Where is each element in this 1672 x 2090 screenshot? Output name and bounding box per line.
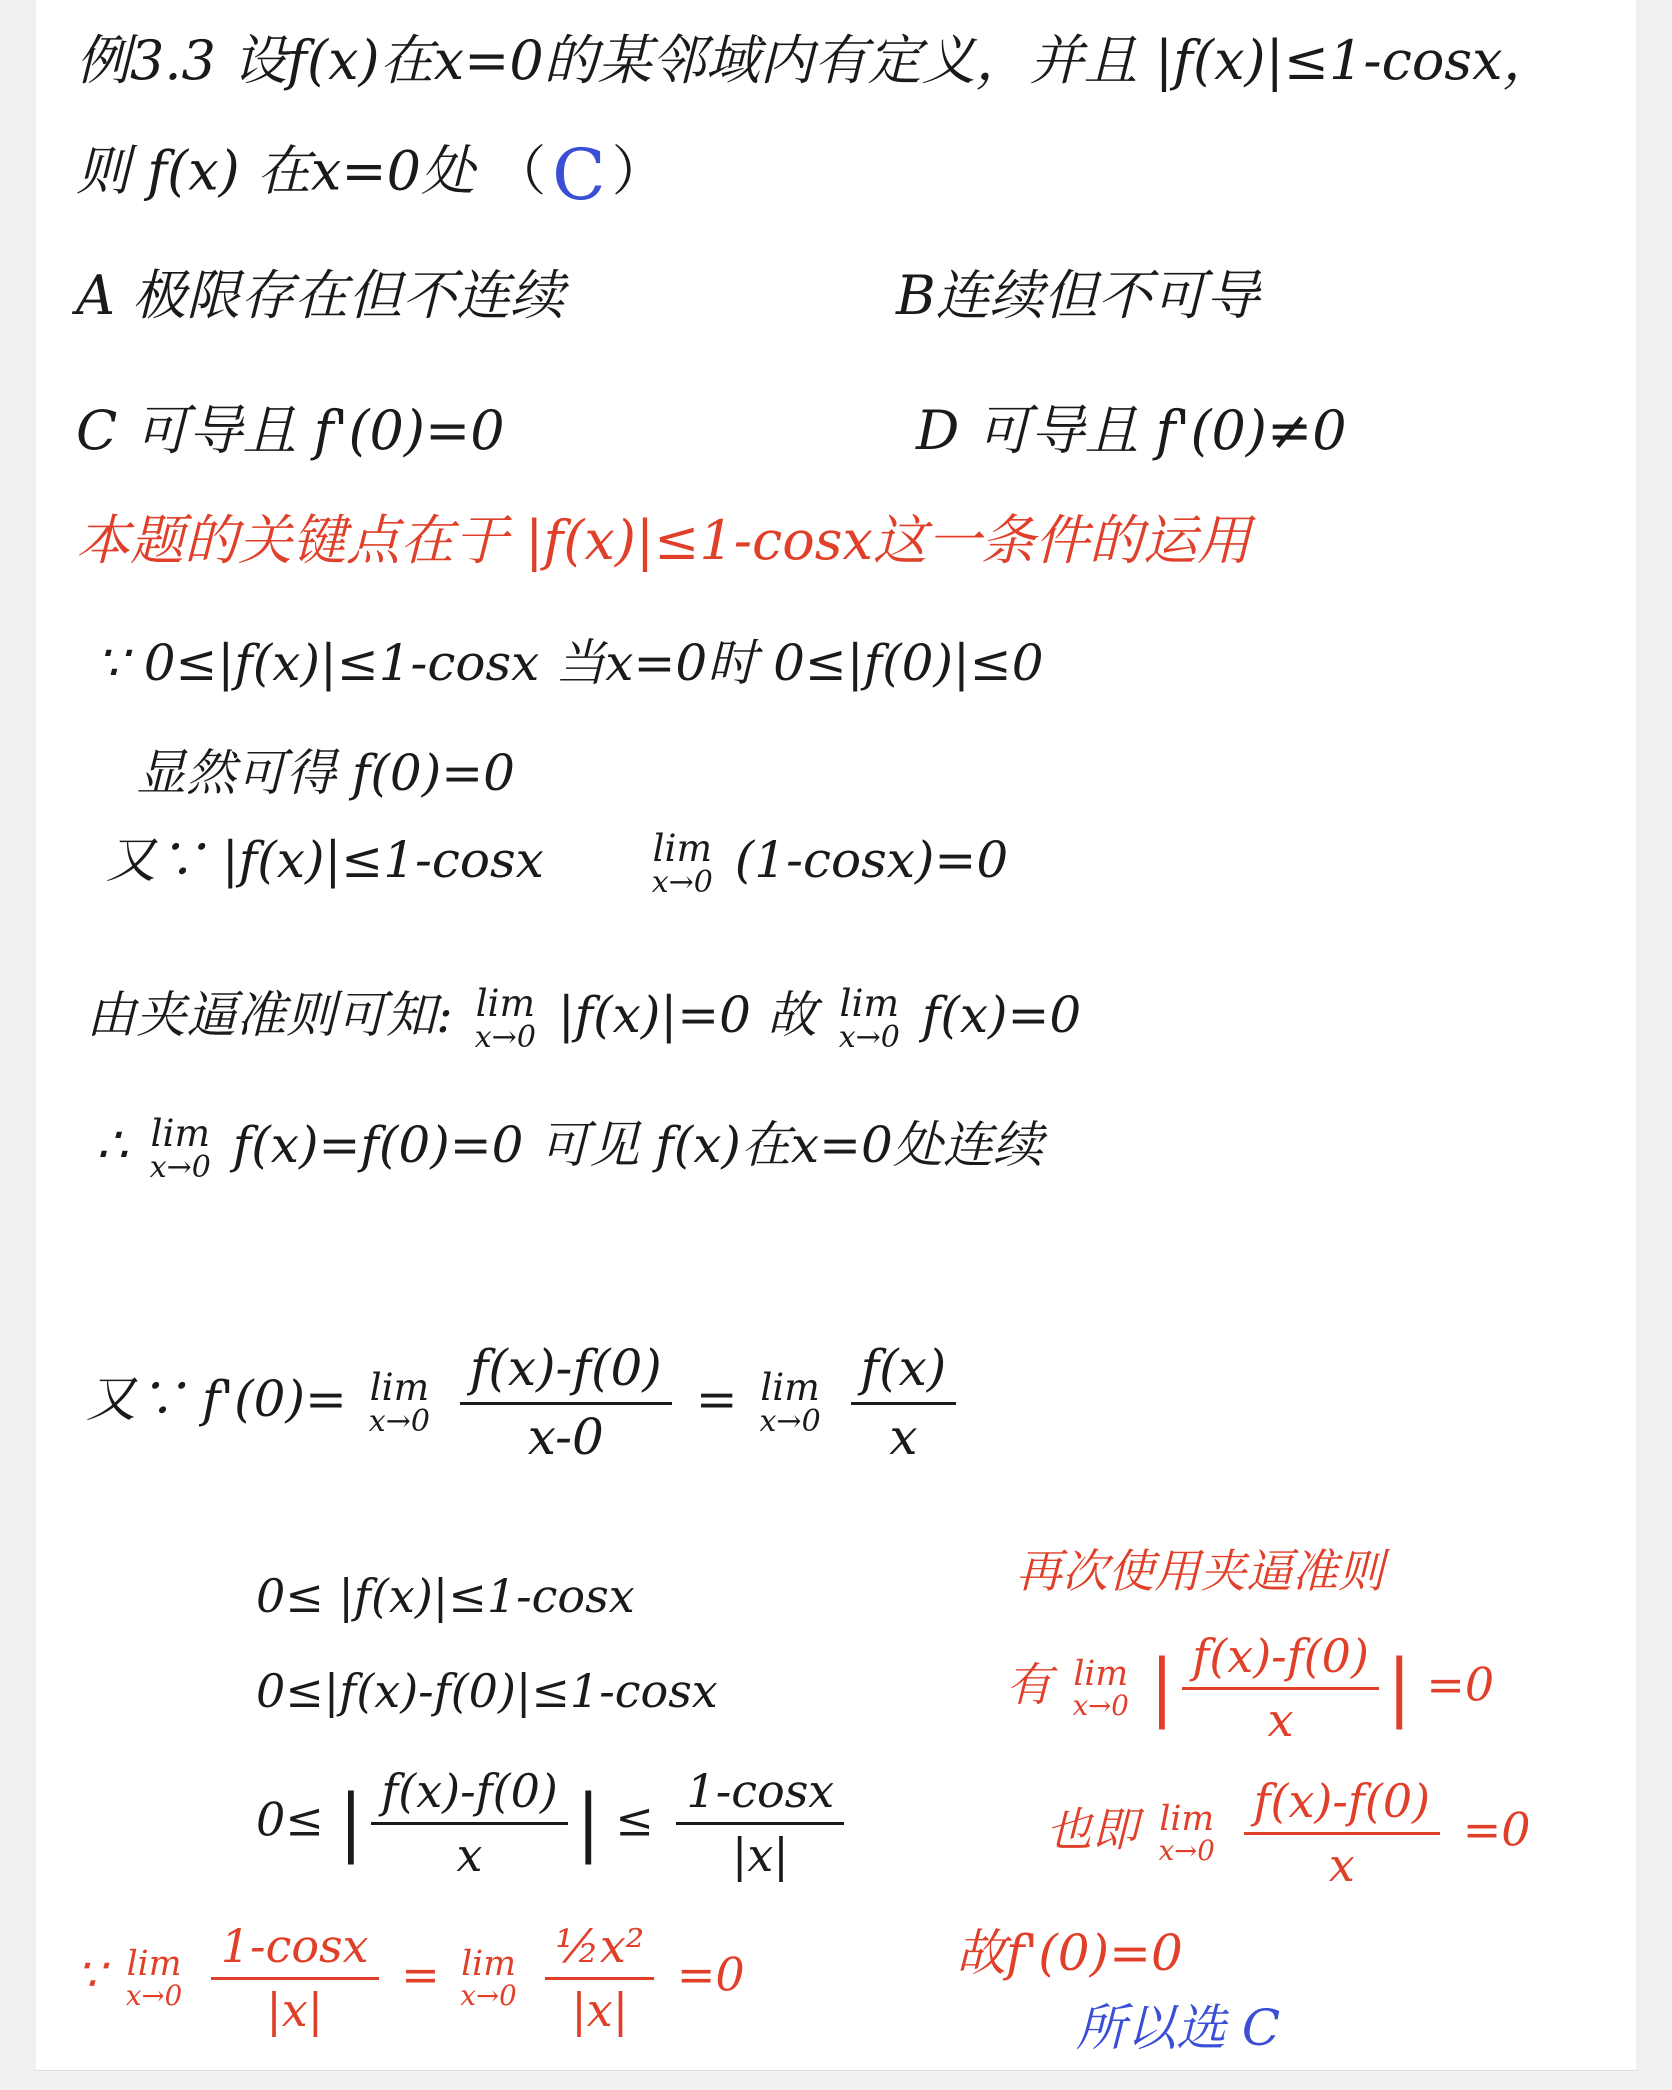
red-note-have xyxy=(1006,1630,1494,1747)
lim-subscript: x→0 xyxy=(368,1403,430,1439)
red-last-prefix: ∵ xyxy=(76,1947,106,2002)
fraction-denominator: x xyxy=(1267,1692,1294,1747)
option-d: D 可导且 f'(0)≠0 xyxy=(916,399,1347,462)
step-3 xyxy=(106,826,1009,900)
red-conclusion: 故f'(0)=0 xyxy=(956,1924,1183,1982)
abs-bar: | xyxy=(575,1780,601,1866)
problem-line-1: 例3.3 设f(x)在x=0的某邻域内有定义，并且 |f(x)|≤1-cosx， xyxy=(76,29,1557,92)
lim-text: lim xyxy=(461,1944,516,1985)
red-last-limit-2 xyxy=(460,1944,517,2012)
fraction-numerator: f(x)-f(0) xyxy=(1244,1775,1441,1835)
lim-text: lim xyxy=(150,1111,211,1155)
red-last-eq2: =0 xyxy=(676,1947,745,2002)
red-last-limit xyxy=(125,1944,183,2012)
lim-subscript: x→0 xyxy=(460,1978,517,2012)
step-4-right: f(x)=0 xyxy=(921,985,1082,1044)
answer-paren-close: ） xyxy=(611,139,666,203)
step-6-fraction-2 xyxy=(851,1340,957,1466)
red-also-label: 也即 xyxy=(1046,1802,1138,1857)
fraction-denominator: x-0 xyxy=(527,1407,604,1466)
step-3-limit xyxy=(651,826,713,900)
lim-text: lim xyxy=(1159,1799,1215,1840)
red-note-also xyxy=(1046,1775,1531,1892)
red-last-fraction-2 xyxy=(545,1920,654,2037)
fraction-denominator: |x| xyxy=(266,1982,324,2037)
lim-subscript: x→0 xyxy=(651,864,713,900)
fraction-numerator: f(x) xyxy=(851,1340,957,1405)
red-have-limit xyxy=(1072,1654,1129,1722)
option-a: A 极限存在但不连续 xyxy=(76,264,565,327)
lim-subscript: x→0 xyxy=(149,1149,211,1185)
option-c: C 可导且 f'(0)=0 xyxy=(76,399,505,462)
problem-line-2-text: 则 f(x) 在x=0处 xyxy=(76,139,475,203)
lim-text: lim xyxy=(126,1944,182,1985)
lim-text: lim xyxy=(652,826,713,870)
lim-subscript: x→0 xyxy=(759,1403,821,1439)
red-also-fraction xyxy=(1244,1775,1441,1892)
step-4-limit xyxy=(474,981,536,1055)
lim-text: lim xyxy=(760,1365,820,1410)
red-also-eq: =0 xyxy=(1462,1802,1531,1857)
step-4 xyxy=(86,981,1082,1055)
lim-subscript: x→0 xyxy=(838,1019,900,1055)
step-1: ∵ 0≤|f(x)|≤1-cosx 当x=0时 0≤|f(0)|≤0 xyxy=(96,634,1044,692)
final-answer: 所以选 C xyxy=(1076,1999,1281,2057)
fraction-numerator: 1-cosx xyxy=(676,1765,844,1825)
inequality-2: 0≤|f(x)-f(0)|≤1-cosx xyxy=(256,1664,718,1718)
red-note-again: 再次使用夹逼准则 xyxy=(1016,1544,1384,1598)
lim-subscript: x→0 xyxy=(1072,1688,1129,1722)
step-4-mid: |f(x)|=0 故 xyxy=(557,985,817,1044)
step-3-right: (1-cosx)=0 xyxy=(734,830,1009,889)
ineq3-le: ≤ xyxy=(615,1792,654,1847)
step-2: 显然可得 f(0)=0 xyxy=(136,744,515,802)
lim-subscript: x→0 xyxy=(474,1019,536,1055)
step-6-left: 又∵ f'(0)= xyxy=(86,1370,347,1428)
problem-line-2 xyxy=(76,135,666,216)
fraction-denominator: x xyxy=(1328,1837,1355,1892)
step-4-left: 由夹逼准则可知: xyxy=(86,985,453,1044)
fraction-numerator: ½x² xyxy=(545,1920,654,1980)
step-6-limit-2 xyxy=(759,1365,821,1439)
red-have-fraction xyxy=(1182,1630,1379,1747)
inequality-3 xyxy=(256,1765,852,1882)
lim-subscript: x→0 xyxy=(125,1978,183,2012)
step-6-fraction xyxy=(460,1340,672,1466)
note-page xyxy=(36,0,1636,2071)
fraction-numerator: 1-cosx xyxy=(211,1920,379,1980)
step-6 xyxy=(86,1340,964,1466)
fraction-numerator: f(x)-f(0) xyxy=(460,1340,672,1405)
lim-text: lim xyxy=(369,1365,430,1410)
step-5-right: f(x)=f(0)=0 可见 f(x)在x=0处连续 xyxy=(232,1115,1043,1174)
fraction-denominator: x xyxy=(889,1407,918,1466)
answer-paren-open: （ xyxy=(492,139,547,203)
lim-subscript: x→0 xyxy=(1158,1833,1215,1867)
step-5-left: ∴ xyxy=(96,1115,128,1174)
lim-text: lim xyxy=(839,981,900,1025)
step-6-limit xyxy=(368,1365,430,1439)
ineq3-fraction xyxy=(371,1765,568,1882)
fraction-denominator: |x| xyxy=(571,1982,629,2037)
red-note-last xyxy=(76,1920,745,2037)
option-b: B连续但不可导 xyxy=(896,264,1260,327)
step-4-limit-2 xyxy=(838,981,900,1055)
answer-mark: C xyxy=(552,134,606,216)
abs-bar: | xyxy=(1149,1645,1175,1731)
step-5 xyxy=(96,1111,1043,1185)
step-6-eq: = xyxy=(695,1370,738,1428)
abs-bar: | xyxy=(1386,1645,1412,1731)
fraction-numerator: f(x)-f(0) xyxy=(371,1765,568,1825)
red-also-limit xyxy=(1158,1799,1215,1867)
lim-text: lim xyxy=(1073,1654,1129,1695)
red-last-eq: = xyxy=(401,1947,440,2002)
red-have-eq: =0 xyxy=(1426,1657,1495,1712)
key-note: 本题的关键点在于 |f(x)|≤1-cosx这一条件的运用 xyxy=(76,509,1251,572)
red-have-label: 有 xyxy=(1006,1657,1052,1712)
fraction-denominator: |x| xyxy=(731,1827,789,1882)
inequality-1: 0≤ |f(x)|≤1-cosx xyxy=(256,1569,635,1623)
abs-bar: | xyxy=(338,1780,364,1866)
fraction-denominator: x xyxy=(456,1827,483,1882)
ineq3-left: 0≤ xyxy=(256,1792,324,1847)
step-5-limit xyxy=(149,1111,211,1185)
ineq3-fraction-2 xyxy=(676,1765,844,1882)
red-last-fraction xyxy=(211,1920,379,2037)
fraction-numerator: f(x)-f(0) xyxy=(1182,1630,1379,1690)
step-3-left: 又∵ |f(x)|≤1-cosx xyxy=(106,830,544,889)
lim-text: lim xyxy=(475,981,536,1025)
